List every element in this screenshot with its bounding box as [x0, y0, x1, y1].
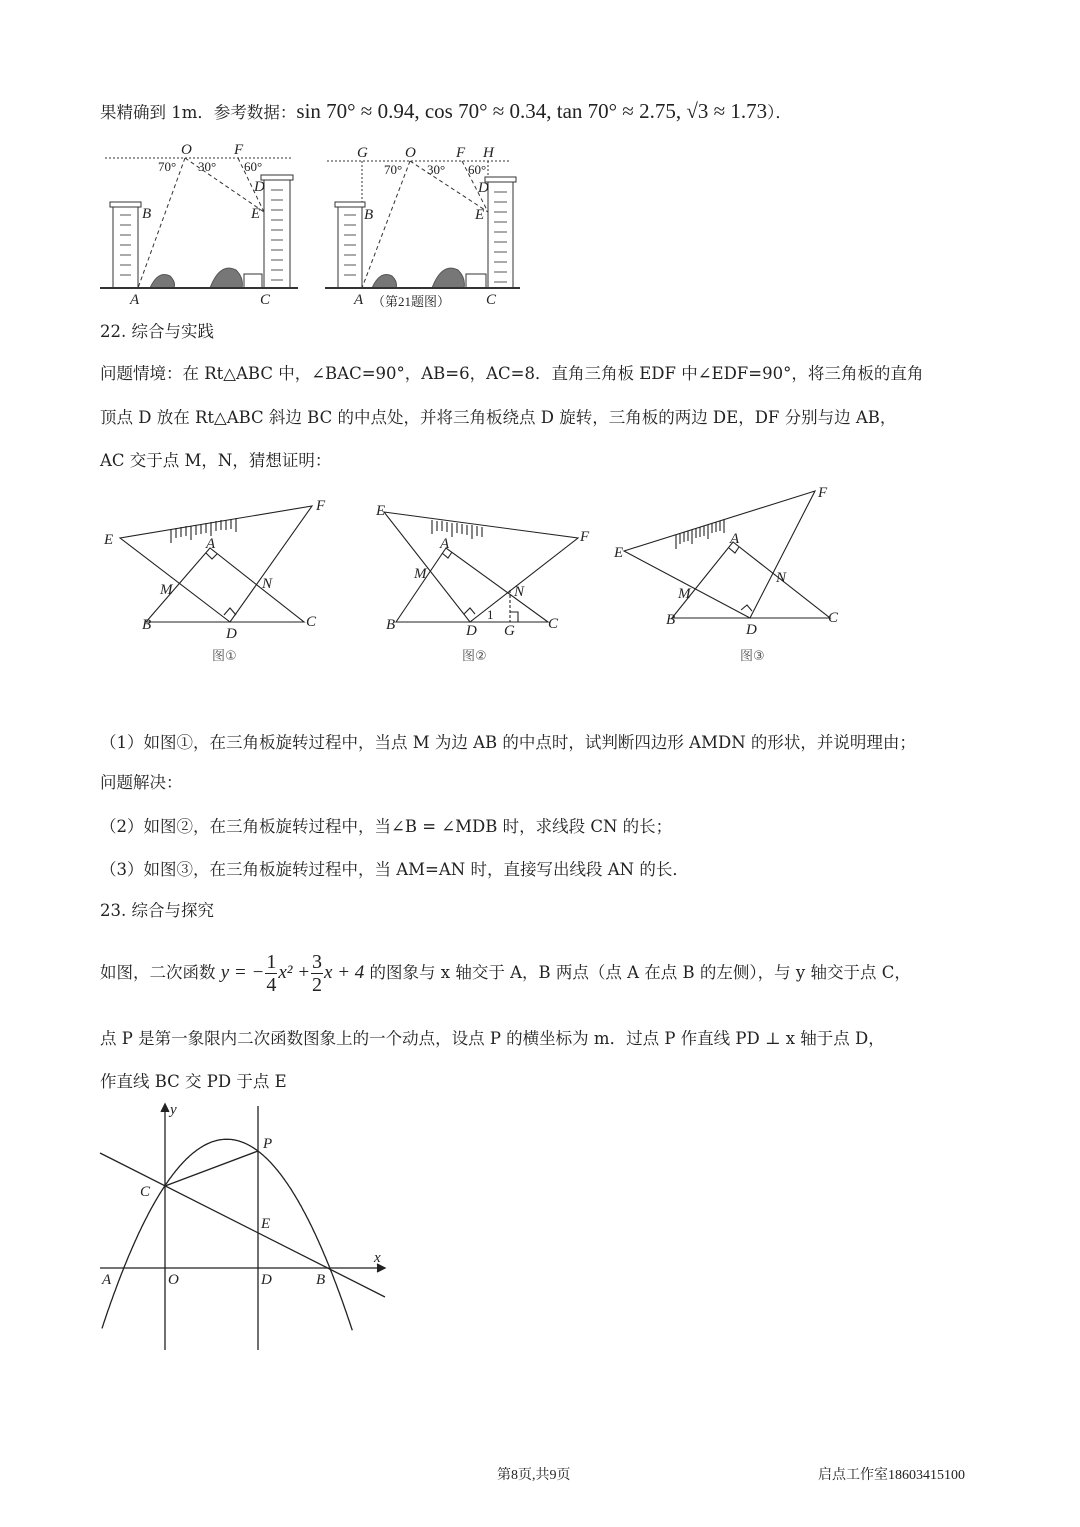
figure-label: D [746, 622, 757, 638]
figure-label: A [440, 536, 450, 552]
figure-label: N [776, 570, 787, 586]
figure-label: A [130, 292, 140, 308]
page-number: 第8页,共9页 [497, 1468, 571, 1483]
figure-label: 图③ [740, 649, 765, 664]
figure-label: B [666, 612, 676, 628]
figure-label: E [475, 207, 485, 223]
figure-label: y [170, 1102, 177, 1118]
eq-end: x + 4 [324, 962, 365, 983]
q22-part-3: （3）如图③，在三角板旋转过程中，当 AM=AN 时，直接写出线段 AN 的长． [100, 860, 689, 879]
figure-label: E [104, 532, 114, 548]
graph-labels [101, 1102, 381, 1288]
figure-label: B [142, 206, 152, 222]
figure-label: D [254, 179, 265, 195]
figure-label: 60° [468, 162, 487, 177]
q23-title: 23. 综合与探究 [100, 901, 214, 920]
q22-context-line-2: 顶点 D 放在 Rt△ABC 斜边 BC 的中点处，并将三角板绕点 D 旋转，三角板的两边 DE，DF 分别与边 AB， [100, 408, 897, 427]
figure-label: 30° [427, 162, 446, 177]
figure-label: B [316, 1272, 326, 1288]
eq-suffix: 的图象与 x 轴交于 A，B 两点（点 A 在点 B 的左侧），与 y 轴交于点 C， [364, 963, 911, 982]
figure-label: A [730, 531, 740, 547]
figure-label: 图② [462, 649, 487, 664]
figure-label: 70° [384, 162, 403, 177]
figure-label: A [102, 1272, 112, 1288]
figure-label: C [828, 610, 839, 626]
figure-label: C [486, 292, 497, 308]
figure-label: D [261, 1272, 272, 1288]
figure-label: E [251, 206, 261, 222]
frac2-den: 2 [312, 974, 323, 996]
figure-label: F [580, 529, 590, 545]
frac1-num: 1 [266, 951, 277, 973]
figure-label: M [678, 586, 691, 602]
figure-label: x [374, 1250, 381, 1266]
figure-label: N [262, 576, 273, 592]
q22-title: 22. 综合与实践 [100, 322, 214, 341]
figure-label: M [160, 582, 173, 598]
frac1-den: 4 [266, 974, 277, 996]
figure-label: 70° [158, 159, 177, 174]
q23-line-2: 点 P 是第一象限内二次函数图象上的一个动点，设点 P 的横坐标为 m．过点 P 作直线 PD ⊥ x 轴于点 D， [100, 1029, 885, 1048]
figure-label: E [614, 545, 624, 561]
figure-label: 图① [212, 649, 237, 664]
figure-label: E [261, 1216, 271, 1232]
figure-label: H [483, 145, 494, 161]
q22-part-1: （1）如图①，在三角板旋转过程中，当点 M 为边 AB 的中点时，试判断四边形 AMDN 的形状，并说明理由； [100, 733, 916, 752]
figure-label: C [260, 292, 271, 308]
figure-label: G [504, 623, 515, 639]
figure-label: D [478, 180, 489, 196]
eq-y: y = − [220, 962, 265, 983]
figure-label: F [316, 498, 326, 514]
figure-label: O [181, 142, 192, 158]
parabola-curve [102, 1139, 352, 1330]
q22-solve-heading: 问题解决： [100, 773, 183, 792]
frac2-num: 3 [312, 951, 323, 973]
figure-label: 1 [487, 607, 494, 622]
figure-label: O [405, 145, 416, 161]
figure-label: P [263, 1136, 273, 1152]
figure-label: B [364, 207, 374, 223]
figure-label: C [140, 1184, 151, 1200]
figure-label: 30° [198, 159, 217, 174]
figure-label: C [306, 614, 317, 630]
q22-context-line-3: AC 交于点 M，N，猜想证明： [100, 451, 332, 470]
eq-mid: x² + [278, 962, 311, 983]
q22-part-2: （2）如图②，在三角板旋转过程中，当∠B = ∠MDB 时，求线段 CN 的长； [100, 817, 673, 836]
figure-label: D [466, 623, 477, 639]
figure-label: F [818, 485, 828, 501]
figure-label: D [226, 626, 237, 642]
figure-label: A [206, 536, 216, 552]
figure-label: O [168, 1272, 179, 1288]
q22-context-line-1: 问题情境：在 Rt△ABC 中，∠BAC=90°，AB=6，AC=8．直角三角板 EDF 中∠EDF=90°，将三角板的直角 [100, 364, 924, 383]
footer-studio: 启点工作室18603415100 [818, 1468, 965, 1483]
figure-label: M [414, 566, 427, 582]
q23-line-3: 作直线 BC 交 PD 于点 E [100, 1072, 287, 1091]
figure-label: F [456, 145, 466, 161]
segment-cp [165, 1151, 258, 1186]
eq-prefix: 如图，二次函数 [100, 963, 221, 982]
reference-prefix: 果精确到 1m．参考数据： [100, 103, 297, 122]
figure-label: N [514, 584, 525, 600]
figure-label: 60° [244, 159, 263, 174]
figure-label: E [376, 503, 386, 519]
figure-label: B [142, 617, 152, 633]
reference-values: sin 70° ≈ 0.94, cos 70° ≈ 0.34, tan 70° ≈ 2.75, √3 ≈ 1.73 [296, 99, 768, 123]
figure-label: A [354, 292, 364, 308]
reference-suffix: ）． [767, 103, 792, 122]
figure-label: B [386, 617, 396, 633]
figure-label: F [234, 142, 244, 158]
figure-label: C [548, 616, 559, 632]
figure-label: G [357, 145, 368, 161]
figure-caption-partial: （第21题图） [372, 294, 451, 309]
y-axis-arrow [161, 1104, 169, 1112]
